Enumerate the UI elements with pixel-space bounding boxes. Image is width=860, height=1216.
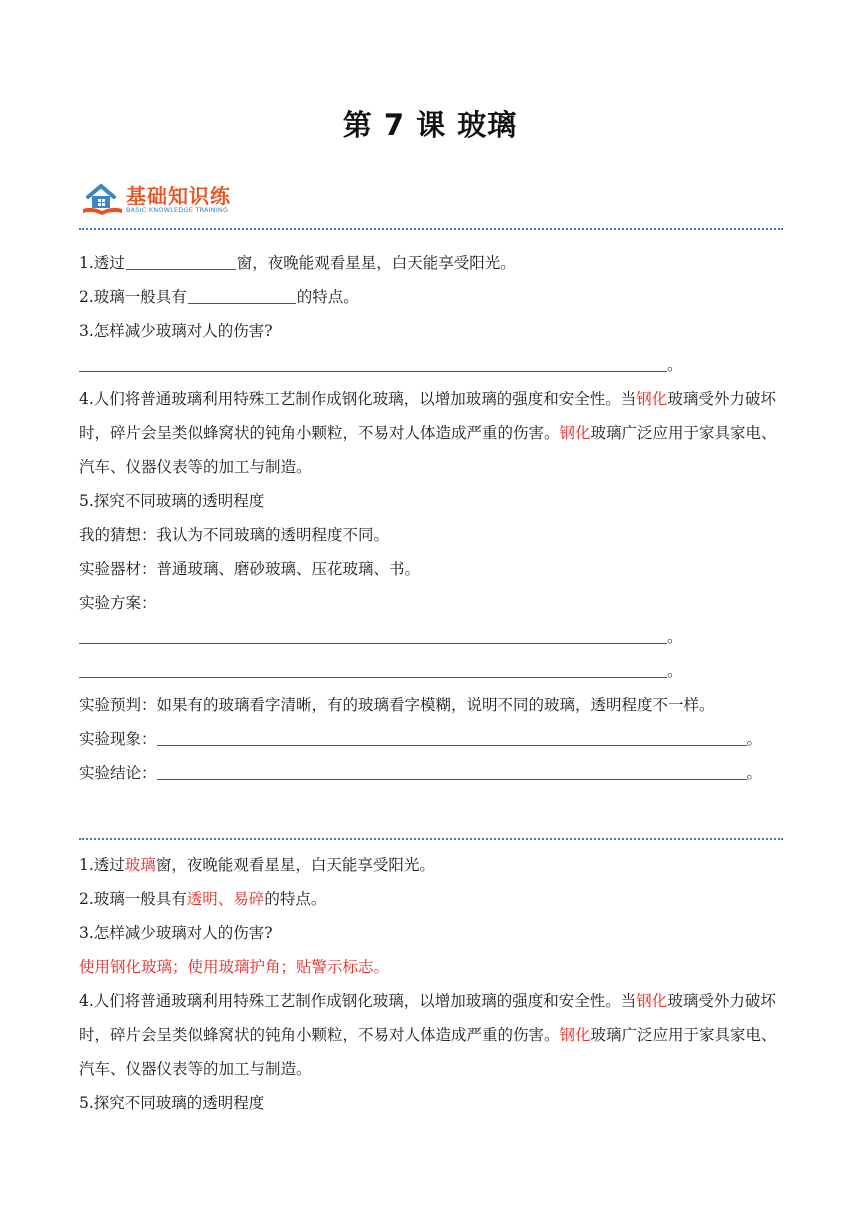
exercise-q1: 1.透过 窗，夜晚能观看星星，白天能享受阳光。 [79, 254, 516, 272]
exercise-prediction: 实验预判：如果有的玻璃看字清晰，有的玻璃看字模糊，说明不同的玻璃，透明程度不一样。 [79, 696, 715, 714]
answer-blank[interactable] [157, 762, 747, 780]
answer-blank[interactable] [188, 287, 296, 304]
answer-blank[interactable] [157, 728, 747, 746]
exercise-q2: 2.玻璃一般具有 的特点。 [79, 288, 359, 306]
answer-blank[interactable] [79, 354, 667, 372]
answer-blank[interactable] [79, 660, 667, 678]
exercise-phenomenon: 实验现象： 。 [79, 730, 763, 748]
exercise-conclusion: 实验结论： 。 [79, 764, 763, 782]
exercise-section [79, 246, 789, 790]
answer-blank[interactable] [126, 253, 236, 270]
section-logo-title: 基础知识练 [126, 184, 231, 208]
answer-q5: 5.探究不同玻璃的透明程度 [79, 1094, 265, 1112]
exercise-plan: 实验方案： [79, 594, 157, 612]
house-book-icon [82, 182, 124, 216]
answer-q3-text: 使用钢化玻璃；使用玻璃护角；贴警示标志。 [79, 958, 390, 976]
section-divider-answers [79, 838, 783, 840]
section-logo [82, 182, 252, 218]
exercise-plan-line-1: 。 [79, 620, 789, 654]
section-logo-subtitle: BASIC KNOWLEDGE TRAINING [126, 206, 229, 214]
exercise-plan-line-2: 。 [79, 654, 789, 688]
answer-q3: 3.怎样减少玻璃对人的伤害? [79, 924, 273, 942]
exercise-guess: 我的猜想：我认为不同玻璃的透明程度不同。 [79, 526, 390, 544]
section-divider-top [79, 228, 783, 230]
answer-q4: 4.人们将普通玻璃利用特殊工艺制作成钢化玻璃，以增加玻璃的强度和安全性。当钢化玻璃受外力破坏时，碎片会呈类似蜂窝状的钝角小颗粒，不易对人体造成严重的伤害。钢化玻璃广泛应用于家具家电、汽车、仪器仪表等的加工与制造。 [79, 992, 777, 1078]
answers-section [79, 848, 789, 1120]
answer-q1: 1.透过玻璃窗，夜晚能观看星星，白天能享受阳光。 [79, 856, 435, 874]
answer-blank[interactable] [79, 626, 667, 644]
exercise-q5: 5.探究不同玻璃的透明程度 [79, 492, 265, 510]
exercise-q3-answer-line: 。 [79, 348, 789, 382]
answer-q2: 2.玻璃一般具有透明、易碎的特点。 [79, 890, 327, 908]
exercise-materials: 实验器材：普通玻璃、磨砂玻璃、压花玻璃、书。 [79, 560, 421, 578]
exercise-q3: 3.怎样减少玻璃对人的伤害? [79, 322, 273, 340]
page-title: 第 7 课 玻璃 [342, 108, 518, 142]
exercise-q4: 4.人们将普通玻璃利用特殊工艺制作成钢化玻璃，以增加玻璃的强度和安全性。当钢化玻璃受外力破坏时，碎片会呈类似蜂窝状的钝角小颗粒，不易对人体造成严重的伤害。钢化玻璃广泛应用于家具家电、汽车、仪器仪表等的加工与制造。 [79, 390, 777, 476]
